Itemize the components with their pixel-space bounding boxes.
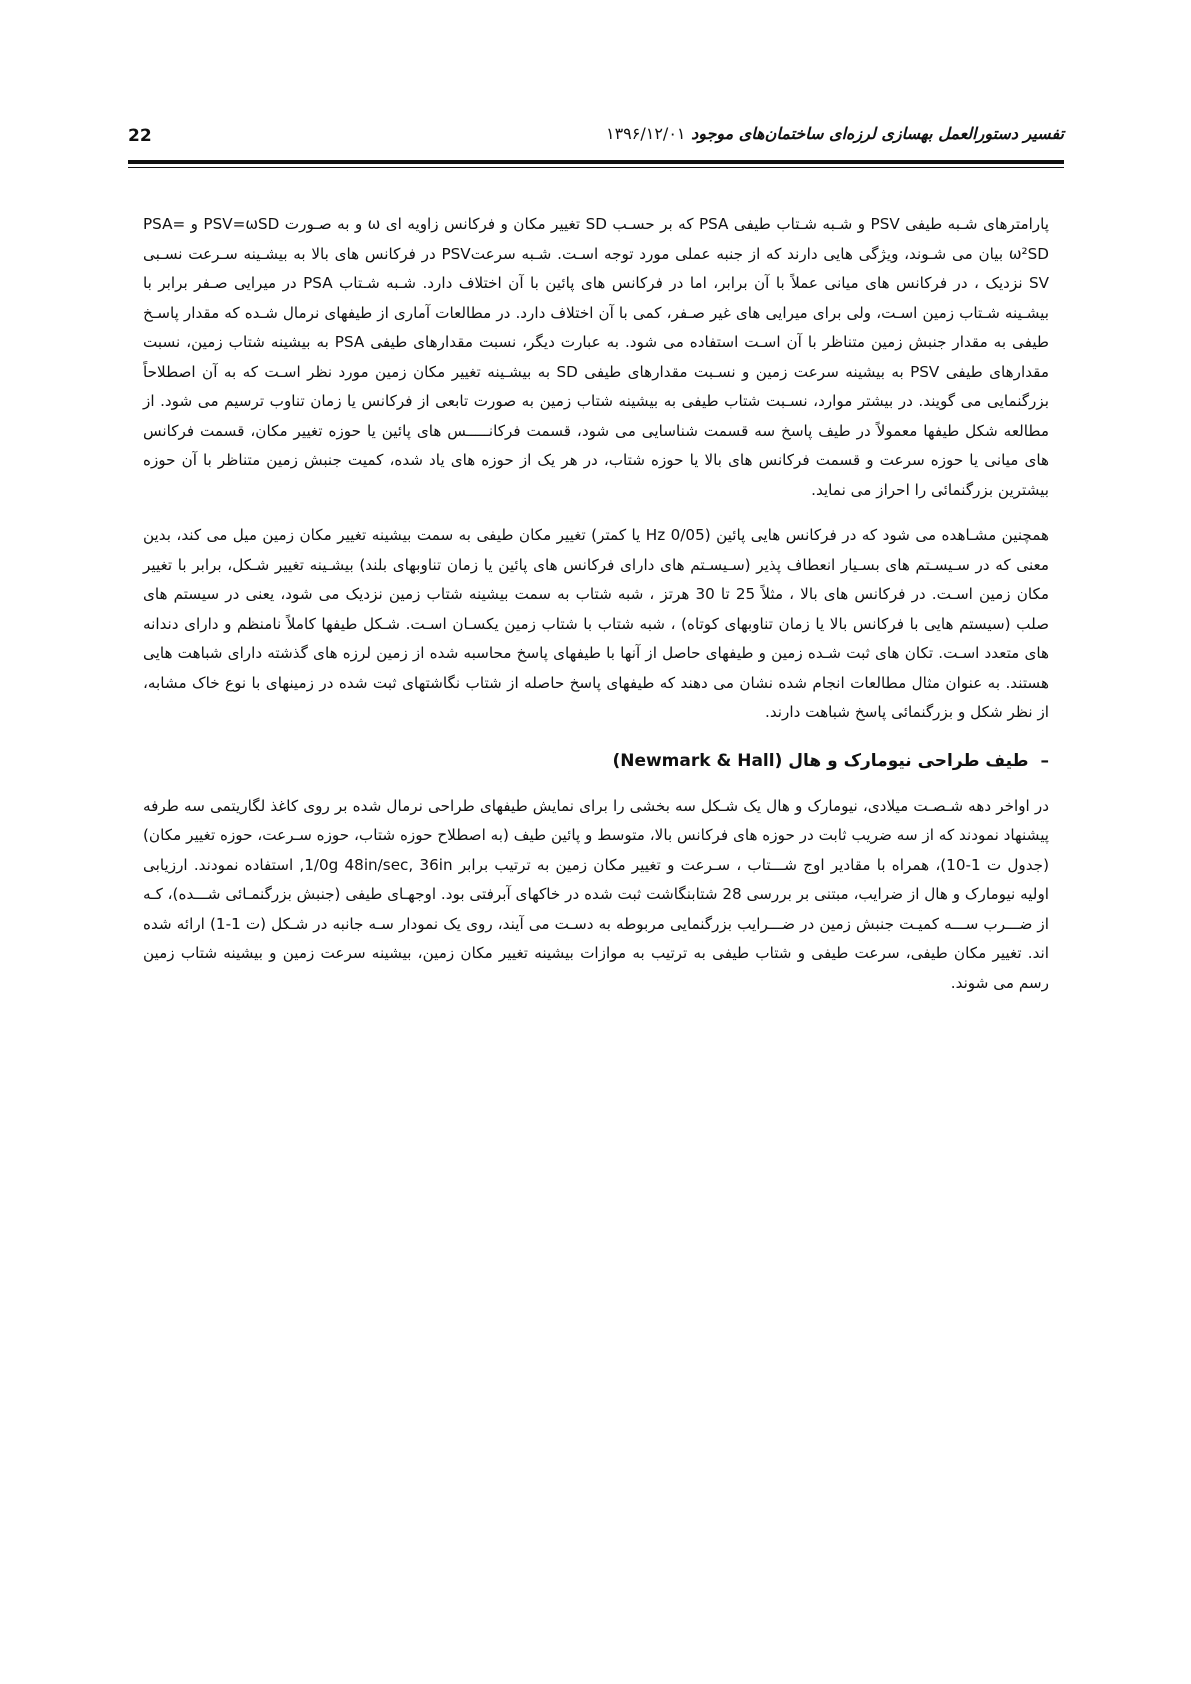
heading-dash: – — [1040, 750, 1049, 771]
paragraph-newmark-hall: در اواخر دهه شـصـت میلادی، نیومارک و هال یک شـکل سه بخشی را برای نمایش طیفهای طراحی نرمال شده بر روی کاغذ لگاریتمی سه طرفه پیشنهاد نمودند که از سه ضریب ثابت در حوزه های فرکانس بالا، متوسط و پائین طیف (به اصطلاح حوزه شتاب، حوزه سـرعت، حوزه تغییر مکان) (جدول ت 1-10)، همراه با مقادیر اوج شـــتاب ، سـرعت و تغییر مکان زمین به ترتیب برابر 1/0g 48in/sec, 36in, استفاده نمودند. ارزیابی اولیه نیومارک و هال از ضرایب، مبتنی بر بررسی 28 شتابنگاشت ثبت شده در خاکهای آبرفتی بود. اوجهـای طیفی (جنبش بزرگنمـائی شـــده)، کـه از ضـــرب ســـه کمیـت جنبش زمین در ضـــرایب بزرگنمایی مربوطه به دسـت می آیند، روی یک نمودار سـه جانبه در شـکل (ت 1-1) ارائه شده اند. تغییر مکان طیفی، سرعت طیفی و شتاب طیفی به ترتیب به موازات بیشینه تغییر مکان زمین، بیشینه سرعت زمین و بیشینه شتاب زمین رسم می شوند. — [143, 796, 1049, 992]
paragraph-pseudo-spectral: پارامترهای شـبه طیفی PSV و شـبه شـتاب طیفی PSA که بر حسـب SD تغییر مکان و فرکانس زاویه ای ω و به صـورت PSV=ωSD و PSA= ω²SD بیان می شـوند، ویژگی هایی دارند که از جنبه عملی مورد توجه اسـت. شـبه سرعتPSV در فرکانس های بالا به بیشـینه سـرعت نسـبی SV نزدیک ، در فرکانس های میانی عملاً با آن برابر، اما در فرکانس های پائین با آن اختلاف دارد. شـبه شـتاب PSA در میرایی صـفر برابر با بیشـینه شـتاب زمین اسـت، ولی برای میرایی های غیر صـفر، کمی با آن اختلاف دارد. در مطالعات آماری از طیفهای نرمال شـده که مقدار پاسـخ طیفی به مقدار جنبش زمین متناظر با آن اسـت استفاده می شود. به عبارت دیگر، نسبت مقدارهای طیفی PSA به بیشینه شتاب زمین، نسبت مقدارهای طیفی PSV به بیشینه سرعت زمین و نسـبت مقدارهای طیفی SD به بیشـینه تغییر مکان زمین مورد نظر اسـت که به آن اصطلاحاً بزرگنمایی می گویند. در بیشتر موارد، نسـبت شتاب طیفی به بیشینه شتاب زمین به صورت تابعی از فرکانس یا زمان تناوب ترسیم می شود. از مطالعه شکل طیفها معمولاً در طیف پاسخ سه قسمت شناسایی می شود، قسمت فرکانـــــس های پائین یا حوزه تغییر مکان، قسمت فرکانس های میانی یا حوزه سرعت و قسمت فرکانس های بالا یا حوزه شتاب، در هر یک از حوزه های یاد شده، کمیت جنبش زمین متناظر با آن حوزه بیشترین بزرگنمائی را احراز می نماید. — [143, 215, 1050, 499]
paragraph-frequency-ranges: همچنین مشـاهده می شود که در فرکانس هایی پائین (0/05 Hz یا کمتر) تغییر مکان طیفی به سمت بیشینه تغییر مکان زمین میل می کند، بدین معنی که در سـیسـتم های بسـیار انعطاف پذیر (سـیسـتم های دارای فرکانس های پائین یا زمان تناوبهای بلند) بیشـینه تغییر شـکل، برابر با تغییر مکان زمین اسـت. در فرکانس های بالا ، مثلاً 25 تا 30 هرتز ، شبه شتاب به سمت بیشینه شتاب زمین نزدیک می شود، یعنی در سیستم های صلب (سیستم هایی با فرکانس بالا یا زمان تناوبهای کوتاه) ، شبه شتاب با شتاب زمین یکسـان اسـت. شـکل طیفها کاملاً نامنظم و دارای دندانه های متعدد اسـت. تکان های ثبت شـده زمین و طیفهای حاصل از آنها با طیفهای پاسخ محاسبه شده از زمین لرزه های گذشته دارای شباهت هایی هستند. به عنوان مثال مطالعات انجام شده نشان می دهند که طیفهای پاسخ حاصله از شتاب نگاشتهای ثبت شده در زمینهای با نوع خاک مشابه، از نظر شکل و بزرگنمائی پاسخ شباهت دارند. — [143, 526, 1050, 721]
running-title — [592, 124, 1064, 143]
page-header — [128, 118, 1064, 154]
header-rule-thick — [128, 160, 1064, 164]
header-rule-thin — [128, 167, 1064, 168]
running-title-text: تفسیر دستورالعمل بهسازی لرزه‌ای ساختمان‌های موجود — [691, 124, 1064, 143]
section-heading — [143, 746, 1049, 776]
header-date: ۱۳۹۶/۱۲/۰۱ — [605, 124, 686, 143]
page-number: 22 — [128, 126, 152, 146]
body-content — [143, 210, 1049, 998]
heading-text: طیف طراحی نیومارک و هال (Newmark & Hall) — [612, 750, 1029, 771]
